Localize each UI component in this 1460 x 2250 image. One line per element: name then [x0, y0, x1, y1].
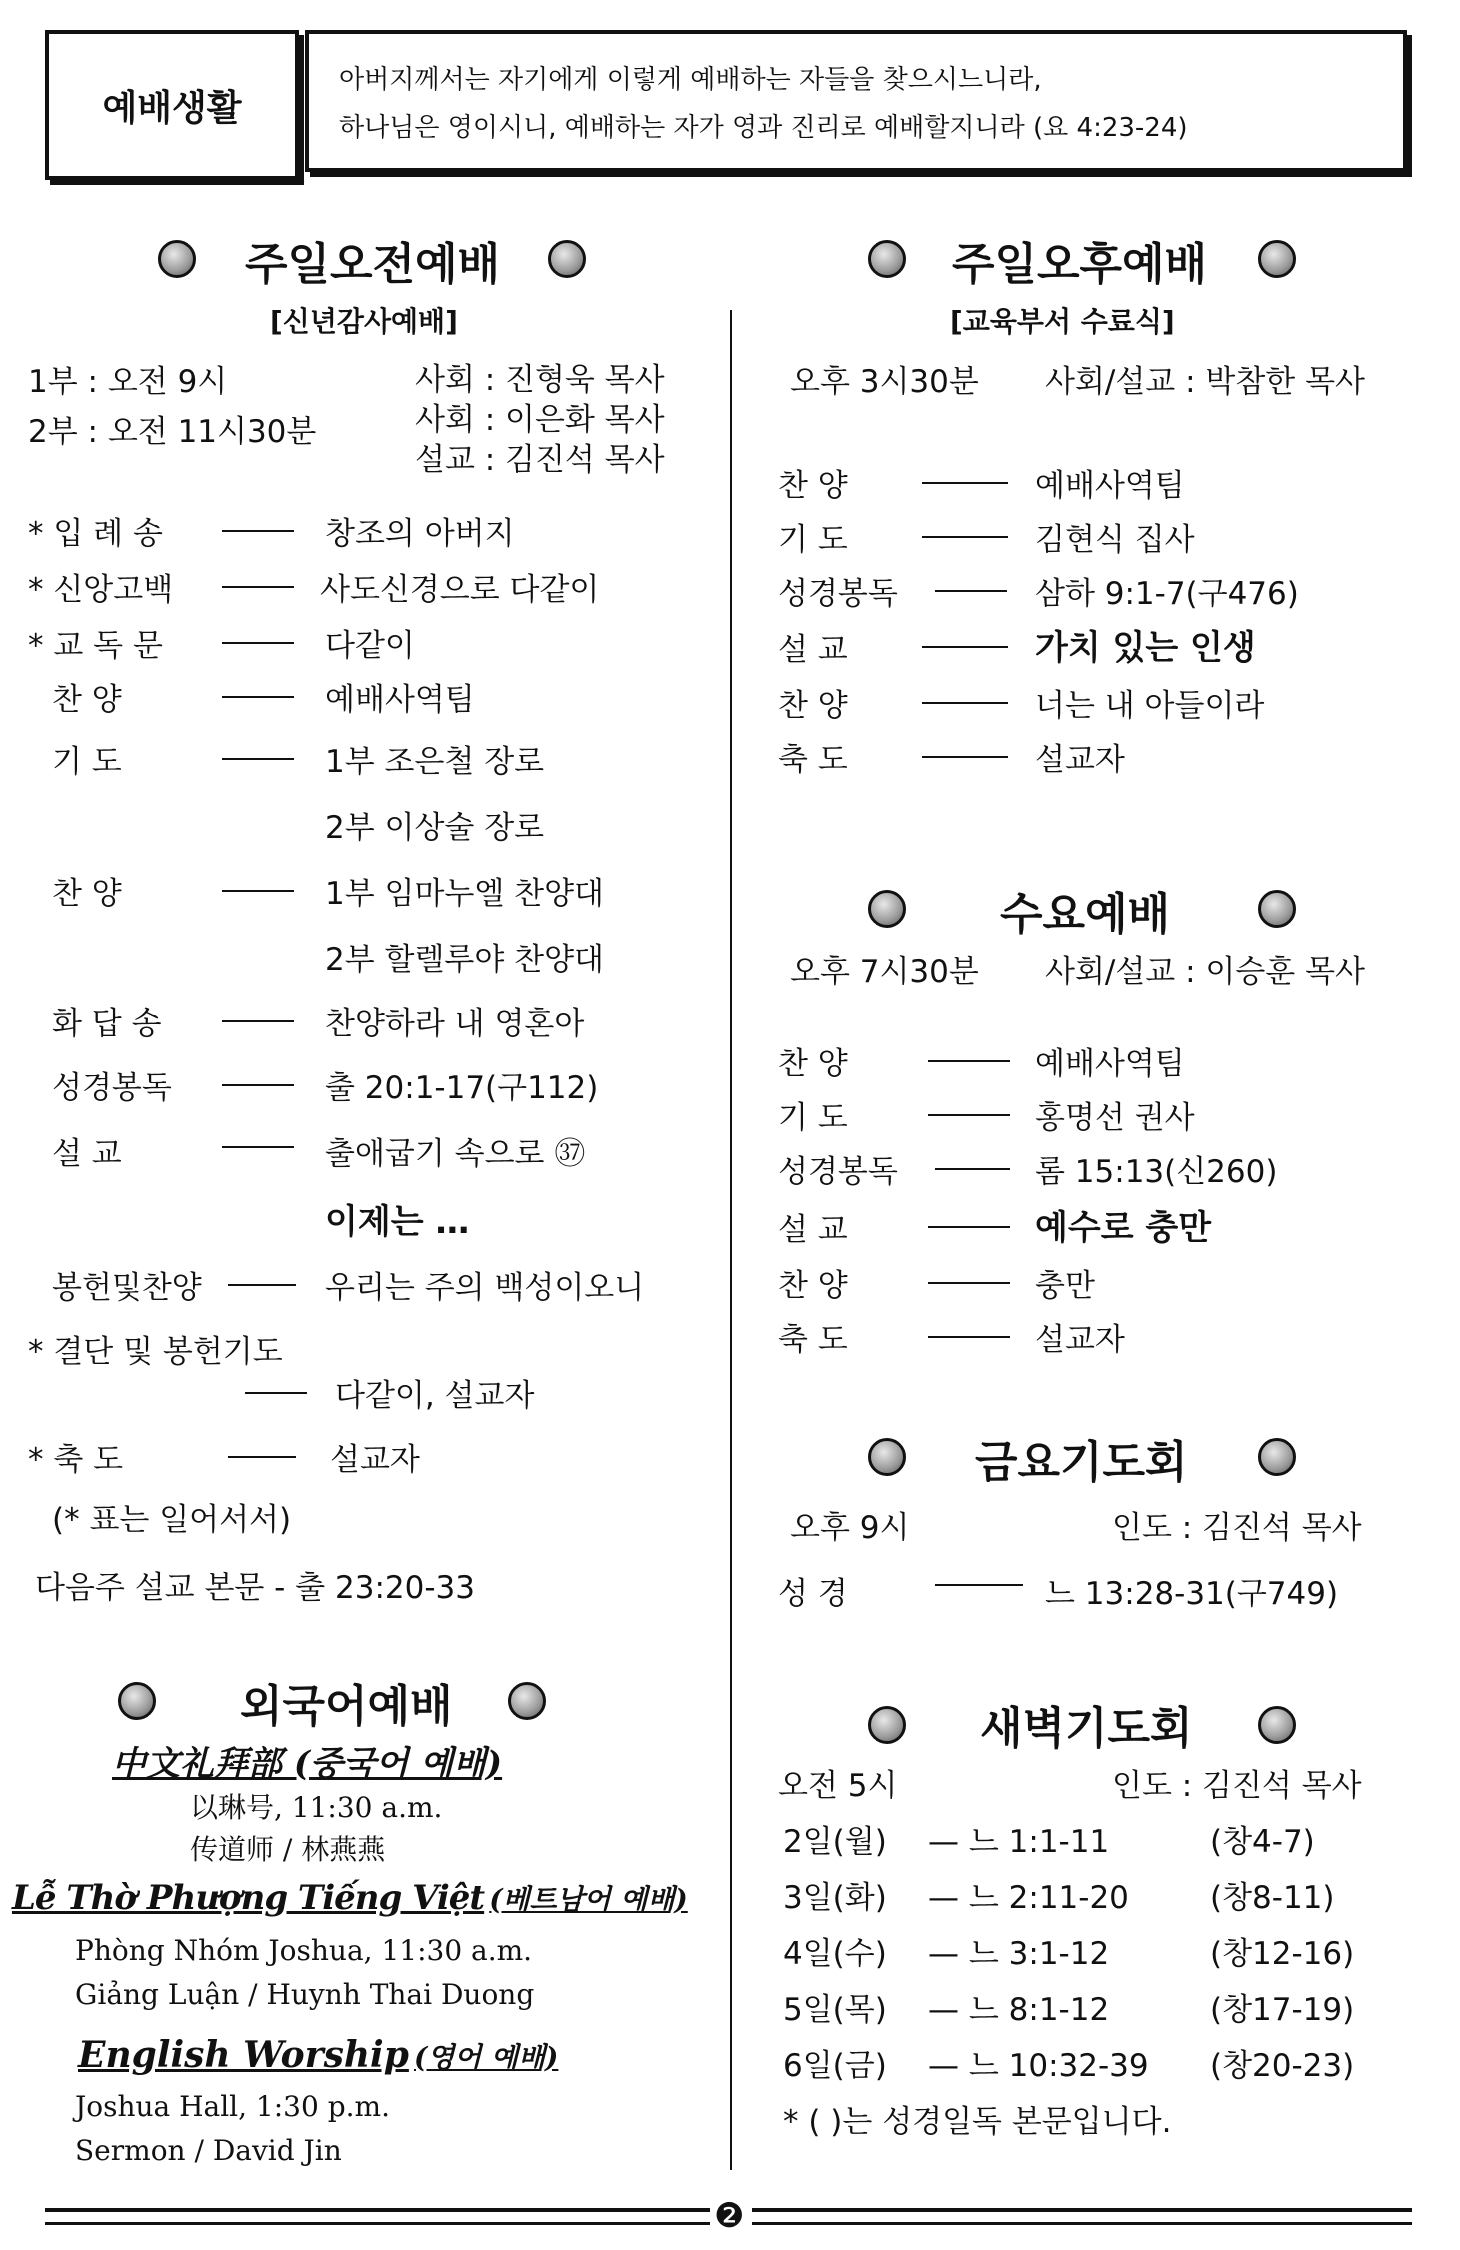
dash-line: [922, 646, 1008, 648]
service-2-time: 2부 : 오전 11시30분: [28, 414, 317, 450]
vietnamese-heading: [12, 1878, 688, 1918]
order-label: 기 도: [52, 744, 122, 780]
vietnamese-title: Lễ Thờ Phượng Tiếng Việt: [12, 1878, 485, 1918]
vietnamese-line-2: Giảng Luận / Huynh Thai Duong: [75, 1978, 535, 2011]
order-value: 1부 임마누엘 찬양대: [325, 876, 604, 912]
afternoon-leader: 사회/설교 : 박참한 목사: [1045, 364, 1365, 400]
order-value: 찬양하라 내 영혼아: [325, 1006, 585, 1042]
page-number: ❷: [714, 2196, 745, 2236]
leader-1: 사회 : 진형욱 목사: [415, 362, 665, 398]
chinese-line-1: 以琳号, 11:30 a.m.: [190, 1791, 443, 1824]
dawn-day: 3일(화): [783, 1880, 887, 1916]
dawn-ref: (창8-11): [1210, 1880, 1335, 1916]
dash-line: [228, 1456, 296, 1458]
afternoon-title: 주일오후예배: [952, 239, 1208, 290]
dash-line: [928, 1226, 1010, 1228]
dash-line: [922, 702, 1008, 704]
friday-time: 오후 9시: [790, 1510, 910, 1546]
wednesday-leader: 사회/설교 : 이승훈 목사: [1045, 954, 1365, 990]
verse-line-1: 아버지께서는 자기에게 이렇게 예배하는 자들을 찾으시느니라,: [339, 65, 1042, 95]
order-value: 1부 조은철 장로: [325, 744, 545, 780]
order-value: 롬 15:13(신260): [1035, 1154, 1278, 1190]
dash-line: [935, 590, 1007, 592]
service-1-time: 1부 : 오전 9시: [28, 364, 228, 400]
order-label: 성 경: [778, 1576, 848, 1612]
bullet-icon: [118, 1682, 156, 1720]
bullet-icon: [158, 240, 196, 278]
sermon-title: 예수로 충만: [1035, 1208, 1212, 1248]
order-label: 찬 양: [778, 688, 848, 724]
order-label: 설 교: [778, 632, 848, 668]
dash-line: [922, 536, 1008, 538]
dash-line: [222, 530, 294, 532]
dawn-reading: — 느 8:1-12: [928, 1992, 1110, 2028]
dash-line: [245, 1392, 307, 1394]
sermon-subtitle: 이제는 …: [325, 1202, 470, 1242]
dawn-reading: — 느 2:11-20: [928, 1880, 1129, 1916]
dash-line: [222, 696, 294, 698]
wednesday-time: 오후 7시30분: [790, 954, 979, 990]
order-value: 2부 할렐루야 찬양대: [325, 942, 604, 978]
order-label: 화 답 송: [52, 1006, 162, 1042]
order-value: 느 13:28-31(구749): [1045, 1576, 1339, 1612]
order-label: 봉헌및찬양: [52, 1270, 202, 1306]
order-value: 다같이, 설교자: [335, 1378, 535, 1414]
wednesday-title: 수요예배: [1000, 889, 1171, 940]
morning-title: 주일오전예배: [245, 239, 501, 290]
dash-line: [922, 756, 1008, 758]
leader-2: 사회 : 이은화 목사: [415, 402, 665, 438]
bullet-icon: [868, 240, 906, 278]
dash-line: [222, 586, 294, 588]
english-suffix: (영어 예배): [413, 2041, 559, 2074]
dash-line: [928, 1114, 1010, 1116]
order-value: 우리는 주의 백성이오니: [325, 1270, 645, 1306]
dawn-title: 새벽기도회: [980, 1703, 1193, 1754]
bullet-icon: [868, 1438, 906, 1476]
order-label: 찬 양: [778, 468, 848, 504]
vietnamese-suffix: (베트남어 예배): [489, 1883, 688, 1916]
sermon-title: 가치 있는 인생: [1035, 628, 1256, 668]
order-label: 성경봉독: [778, 576, 898, 612]
order-label: 찬 양: [778, 1046, 848, 1082]
dawn-leader: 인도 : 김진석 목사: [1112, 1768, 1362, 1804]
order-value: 예배사역팀: [1035, 1046, 1185, 1082]
order-label: 축 도: [778, 742, 848, 778]
dawn-reading: — 느 3:1-12: [928, 1936, 1110, 1972]
order-label: * 교 독 문: [28, 628, 163, 664]
order-value: 너는 내 아들이라: [1035, 688, 1265, 724]
order-value: 충만: [1035, 1268, 1095, 1304]
order-label: 기 도: [778, 522, 848, 558]
dash-line: [922, 482, 1008, 484]
english-line-1: Joshua Hall, 1:30 p.m.: [75, 2090, 390, 2123]
dash-line: [222, 1146, 294, 1148]
bullet-icon: [508, 1682, 546, 1720]
english-title: English Worship: [78, 2034, 409, 2076]
bullet-icon: [548, 240, 586, 278]
order-value: 설교자: [1035, 1322, 1125, 1358]
dawn-time: 오전 5시: [778, 1768, 898, 1804]
morning-subtitle: [신년감사예배]: [270, 305, 458, 338]
dawn-day: 5일(목): [783, 1992, 887, 2028]
order-value: 창조의 아버지: [325, 516, 515, 552]
footer-rule: [752, 2208, 1412, 2212]
dash-line: [228, 1284, 296, 1286]
foreign-title: 외국어예배: [240, 1681, 453, 1732]
bullet-icon: [1258, 240, 1296, 278]
friday-title: 금요기도회: [975, 1437, 1188, 1488]
next-week-text: 다음주 설교 본문 - 출 23:20-33: [35, 1570, 475, 1606]
dash-line: [222, 1020, 294, 1022]
dash-line: [928, 1282, 1010, 1284]
bullet-icon: [868, 1706, 906, 1744]
scripture-box: [305, 30, 1407, 172]
dash-line: [222, 642, 294, 644]
order-label: 찬 양: [52, 682, 122, 718]
dash-line: [222, 758, 294, 760]
sermon-title: 출애굽기 속으로 ㊲: [325, 1136, 586, 1172]
order-label: 찬 양: [52, 876, 122, 912]
dawn-day: 4일(수): [783, 1936, 887, 1972]
order-value: 설교자: [1035, 742, 1125, 778]
footer-rule: [752, 2222, 1412, 2225]
bullet-icon: [1258, 1438, 1296, 1476]
dash-line: [222, 1084, 294, 1086]
dawn-ref: (창20-23): [1210, 2048, 1355, 2084]
dawn-reading: — 느 1:1-11: [928, 1824, 1110, 1860]
order-value: 예배사역팀: [1035, 468, 1185, 504]
order-label: 설 교: [778, 1212, 848, 1248]
dawn-reading: — 느 10:32-39: [928, 2048, 1149, 2084]
bullet-icon: [1258, 1706, 1296, 1744]
dash-line: [935, 1168, 1010, 1170]
dash-line: [935, 1584, 1023, 1586]
afternoon-time: 오후 3시30분: [790, 364, 979, 400]
column-divider: [730, 310, 732, 2170]
footer-rule: [45, 2208, 710, 2212]
order-label: 설 교: [52, 1136, 122, 1172]
afternoon-subtitle: [교육부서 수료식]: [950, 305, 1175, 338]
order-value: 다같이: [325, 628, 415, 664]
order-label: * 신앙고백: [28, 572, 174, 608]
footer-rule: [45, 2222, 710, 2225]
dawn-ref: (창12-16): [1210, 1936, 1355, 1972]
order-value: 김현식 집사: [1035, 522, 1195, 558]
order-value: 2부 이상술 장로: [325, 810, 545, 846]
chinese-title: 中文礼拜部 (중국어 예배): [112, 1744, 503, 1784]
vietnamese-line-1: Phòng Nhóm Joshua, 11:30 a.m.: [75, 1934, 533, 1967]
order-value: 출 20:1-17(구112): [325, 1070, 599, 1106]
dawn-day: 6일(금): [783, 2048, 887, 2084]
order-value: 설교자: [330, 1442, 420, 1478]
dash-line: [222, 890, 294, 892]
order-label: * 축 도: [28, 1442, 124, 1478]
order-value: 예배사역팀: [325, 682, 475, 718]
verse-line-2: 하나님은 영이시니, 예배하는 자가 영과 진리로 예배할지니라 (요 4:23-24): [339, 113, 1188, 143]
order-label: * 입 례 송: [28, 516, 163, 552]
dawn-ref: (창17-19): [1210, 1992, 1355, 2028]
order-label: * 결단 및 봉헌기도: [28, 1334, 283, 1370]
order-value: 사도신경으로 다같이: [320, 572, 600, 608]
dawn-day: 2일(월): [783, 1824, 887, 1860]
preacher: 설교 : 김진석 목사: [415, 442, 665, 478]
english-line-2: Sermon / David Jin: [75, 2134, 342, 2167]
chinese-line-2: 传道师 / 林燕燕: [190, 1833, 386, 1866]
order-label: 축 도: [778, 1322, 848, 1358]
order-label: 성경봉독: [778, 1154, 898, 1190]
order-value: 홍명선 권사: [1035, 1100, 1195, 1136]
order-label: 찬 양: [778, 1268, 848, 1304]
bullet-icon: [1258, 890, 1296, 928]
english-heading: [78, 2034, 558, 2076]
order-label: 성경봉독: [52, 1070, 172, 1106]
dash-line: [928, 1336, 1010, 1338]
dawn-note: * ( )는 성경일독 본문입니다.: [783, 2104, 1172, 2140]
friday-leader: 인도 : 김진석 목사: [1112, 1510, 1362, 1546]
order-value: 삼하 9:1-7(구476): [1035, 576, 1299, 612]
bullet-icon: [868, 890, 906, 928]
order-label: 기 도: [778, 1100, 848, 1136]
section-label: 예배생활: [45, 30, 299, 180]
dash-line: [928, 1060, 1010, 1062]
dawn-ref: (창4-7): [1210, 1824, 1315, 1860]
standing-note: (* 표는 일어서서): [52, 1502, 292, 1538]
